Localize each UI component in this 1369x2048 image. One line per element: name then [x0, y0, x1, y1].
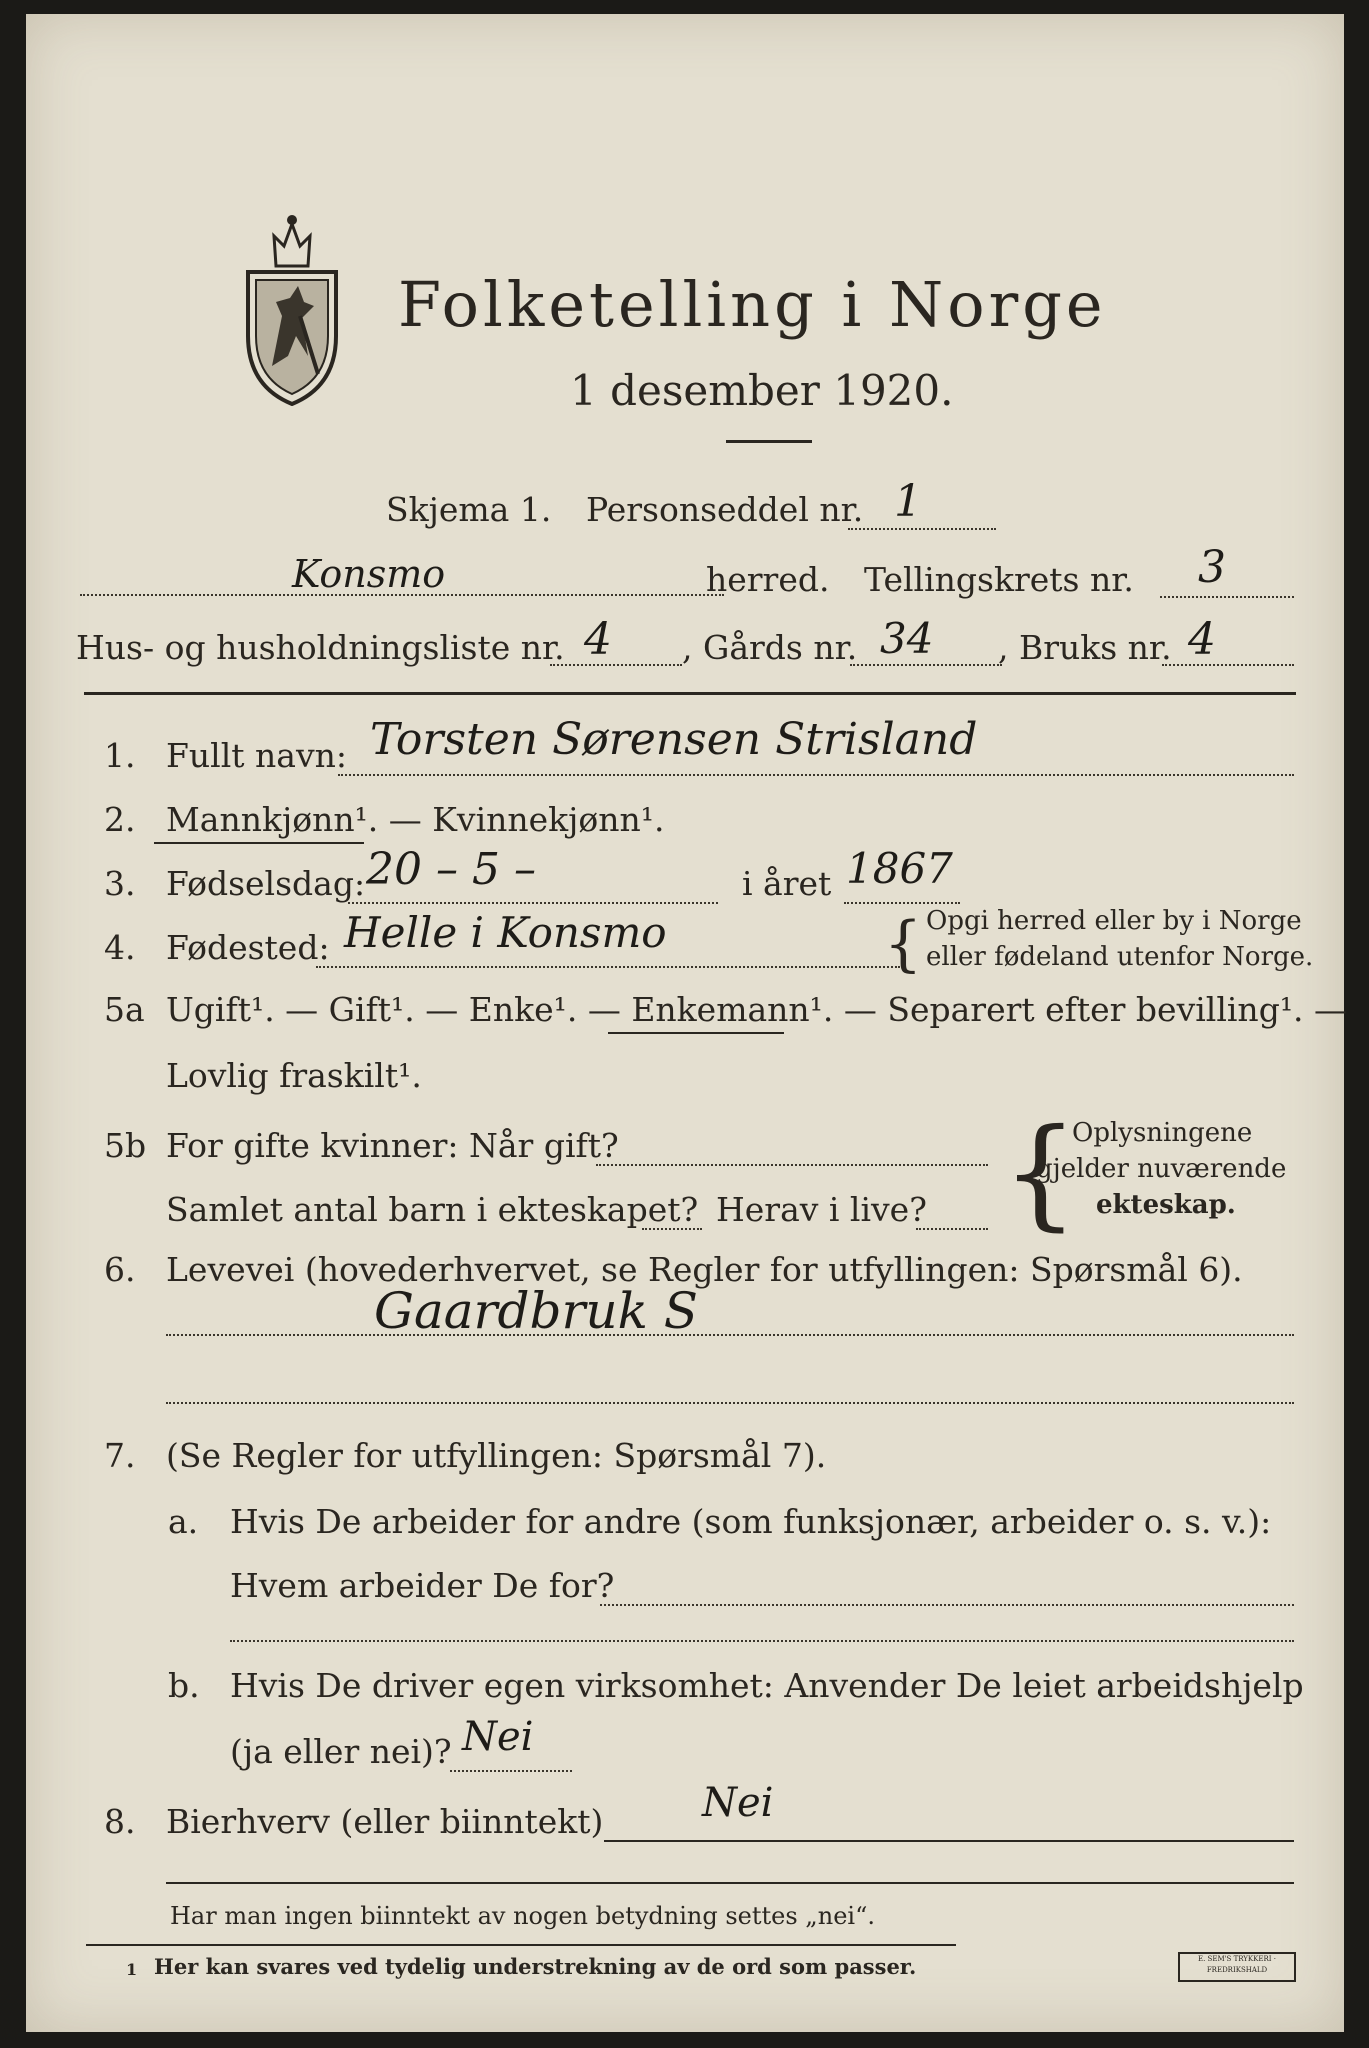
q7b-label: Hvis De driver egen virksomhet: Anvender De leiet arbeidshjelp: [230, 1666, 1304, 1705]
bruks-line: [1162, 664, 1294, 666]
q5b-number: 5b: [104, 1126, 147, 1165]
q3-line: [348, 902, 718, 904]
q7a-label-2: Hvem arbeider De for?: [230, 1566, 615, 1605]
herred-value[interactable]: Konsmo: [292, 552, 446, 596]
q4-label: Fødested:: [166, 928, 330, 967]
birthplace-value[interactable]: Helle i Konsmo: [344, 908, 667, 957]
q7a-letter: a.: [168, 1502, 199, 1541]
q7b-label-2: (ja eller nei)?: [230, 1732, 452, 1771]
footnote-text: Her kan svares ved tydelig understrekning av de ord som passer.: [154, 1954, 917, 1979]
q1-label: Fullt navn:: [166, 736, 347, 775]
q3-year-line: [844, 902, 960, 904]
title-divider: [726, 440, 812, 443]
q4-note-1: Opgi herred eller by i Norge: [926, 906, 1302, 936]
q1-line: [338, 774, 1294, 776]
q2-label: Mannkjønn¹. — Kvinnekjønn¹.: [166, 800, 665, 839]
printer-stamp: E. SEM'S TRYKKERI · FREDRIKSHALD: [1178, 1952, 1296, 1982]
q1-number: 1.: [104, 736, 136, 775]
q3-year-label: i året: [742, 864, 832, 903]
tellingskrets-line: [1160, 596, 1294, 598]
herred-label: herred.: [706, 560, 830, 599]
occupation-value[interactable]: Gaardbruk S: [374, 1282, 699, 1340]
q7b-letter: b.: [168, 1666, 200, 1705]
form-title: Folketelling i Norge: [398, 268, 1107, 341]
q6-number: 6.: [104, 1250, 136, 1289]
q5b-note-3: ekteskap.: [1096, 1190, 1236, 1220]
coat-of-arms-icon: [238, 206, 346, 406]
q8-number: 8.: [104, 1802, 136, 1841]
personseddel-line: [848, 528, 996, 530]
q8-label: Bierhverv (eller biinntekt): [166, 1802, 604, 1841]
q5b-brace: {: [1002, 1104, 1079, 1243]
birth-year-value[interactable]: 1867: [846, 844, 953, 893]
q7a-line-2: [230, 1640, 1294, 1642]
form-date: 1 desember 1920.: [570, 366, 954, 415]
q7-label: (Se Regler for utfyllingen: Spørsmål 7).: [166, 1436, 827, 1475]
q8-line: [604, 1840, 1294, 1842]
q6-line-1: [166, 1334, 1294, 1336]
footer-rule: [166, 1882, 1294, 1884]
hired-help-value[interactable]: Nei: [462, 1714, 534, 1760]
q5b-note-2: gjelder nuværende: [1036, 1154, 1287, 1184]
q5b-label-2: Samlet antal barn i ekteskapet?: [166, 1190, 699, 1229]
tellingskrets-label: Tellingskrets nr.: [864, 560, 1134, 599]
q6-line-2: [166, 1402, 1294, 1404]
tellingskrets-value[interactable]: 3: [1198, 542, 1226, 593]
q3-label: Fødselsdag:: [166, 864, 366, 903]
q5b-note-1: Oplysningene: [1072, 1118, 1253, 1148]
hus-value[interactable]: 4: [584, 614, 612, 665]
birthday-value[interactable]: 20 – 5 –: [366, 844, 536, 895]
q3-number: 3.: [104, 864, 136, 903]
q7b-line: [450, 1770, 572, 1772]
q5b-label-3: Herav i live?: [716, 1190, 927, 1229]
hus-line: [550, 664, 682, 666]
hus-label: Hus- og husholdningsliste nr.: [76, 628, 565, 667]
q4-line: [316, 966, 900, 968]
q6-label: Levevei (hovederhvervet, se Regler for utfyllingen: Spørsmål 6).: [166, 1250, 1243, 1289]
q5a-label-2: Lovlig fraskilt¹.: [166, 1056, 422, 1095]
personseddel-value[interactable]: 1: [894, 476, 922, 527]
side-income-value[interactable]: Nei: [702, 1780, 774, 1826]
q5b-alive-line: [916, 1228, 988, 1230]
q2-number: 2.: [104, 800, 136, 839]
q5b-children-line: [642, 1228, 702, 1230]
q7-number: 7.: [104, 1436, 136, 1475]
bruks-value[interactable]: 4: [1188, 614, 1216, 665]
gards-line: [850, 664, 1002, 666]
skjema-label: Skjema 1.: [386, 490, 552, 529]
q5b-label-1: For gifte kvinner: Når gift?: [166, 1126, 619, 1165]
q5a-label: Ugift¹. — Gift¹. — Enke¹. — Enkemann¹. — Separert efter bevilling¹. —: [166, 990, 1348, 1029]
q4-note-2: eller fødeland utenfor Norge.: [926, 942, 1314, 972]
header-rule: [84, 692, 1296, 695]
q4-brace: {: [884, 909, 923, 979]
footnote-rule: [86, 1944, 956, 1946]
q2-underline: [154, 842, 364, 844]
q5a-underline: [608, 1032, 784, 1034]
census-form-sheet: [26, 14, 1348, 2032]
q5b-married-line: [596, 1164, 988, 1166]
q4-number: 4.: [104, 928, 136, 967]
gards-value[interactable]: 34: [880, 614, 934, 663]
q7a-label: Hvis De arbeider for andre (som funksjonær, arbeider o. s. v.):: [230, 1502, 1272, 1541]
personseddel-label: Personseddel nr.: [586, 490, 864, 529]
q7a-employer-line: [600, 1604, 1294, 1606]
q5a-number: 5a: [104, 990, 145, 1029]
footer-note: Har man ingen biinntekt av nogen betydning settes „nei“.: [170, 1902, 875, 1930]
full-name-value[interactable]: Torsten Sørensen Strisland: [370, 714, 978, 765]
bruks-label: , Bruks nr.: [998, 628, 1172, 667]
footnote-mark: 1: [126, 1960, 138, 1979]
gards-label: , Gårds nr.: [682, 628, 858, 667]
